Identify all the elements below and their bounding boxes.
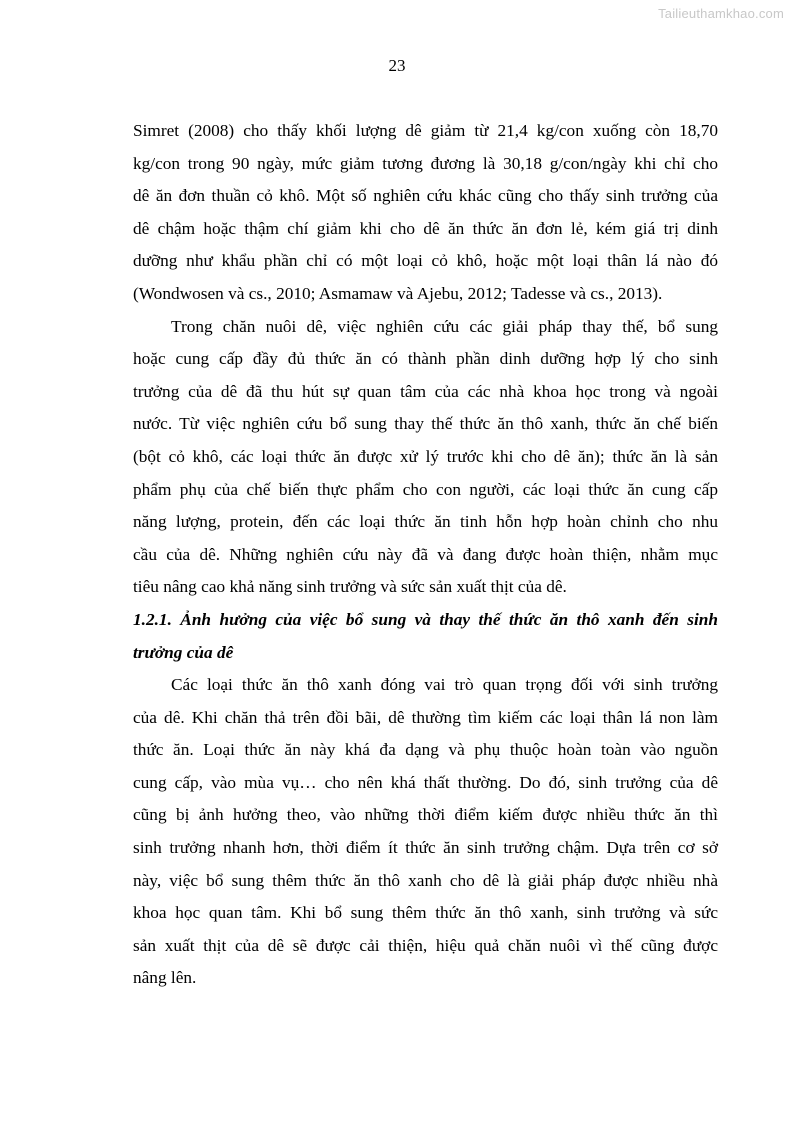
watermark: Tailieuthamkhao.com [658, 6, 784, 21]
text-line: khoa học quan tâm. Khi bổ sung thêm thức ăn thô xanh, sinh trưởng và sức [133, 903, 718, 923]
text-line: nâng lên. [133, 968, 197, 988]
text-line: sinh trưởng nhanh hơn, thời điểm ít thức ăn sinh trưởng chậm. Dựa trên cơ sở [133, 838, 718, 858]
text-line: năng lượng, protein, đến các loại thức ăn tinh hỗn hợp hoàn chỉnh cho nhu [133, 512, 718, 532]
paragraph-3 [133, 669, 718, 995]
document-body [133, 115, 718, 995]
text-line: của dê. Khi chăn thả trên đồi bãi, dê thường tìm kiếm các loại thân lá non làm [133, 707, 718, 727]
paragraph-1 [133, 115, 718, 311]
text-line: cũng bị ảnh hưởng theo, vào những thời điểm kiếm được nhiều thức ăn thì [133, 805, 718, 825]
text-line: thức ăn. Loại thức ăn này khá đa dạng và phụ thuộc hoàn toàn vào nguồn [133, 740, 718, 760]
text-line: dê chậm hoặc thậm chí giảm khi cho dê ăn thức ăn đơn lẻ, kém giá trị dinh [133, 218, 718, 238]
text-line: dưỡng như khẩu phần chỉ có một loại cỏ khô, hoặc một loại thân lá nào đó [133, 251, 718, 271]
text-line: trưởng của dê đã thu hút sự quan tâm của các nhà khoa học trong và ngoài [133, 381, 718, 401]
text-line: (Wondwosen và cs., 2010; Asmamaw và Ajebu, 2012; Tadesse và cs., 2013). [133, 283, 663, 303]
text-line: này, việc bổ sung thêm thức ăn thô xanh cho dê là giải pháp được nhiều nhà [133, 870, 718, 890]
text-line: Trong chăn nuôi dê, việc nghiên cứu các giải pháp thay thế, bổ sung [171, 316, 718, 336]
text-line: hoặc cung cấp đầy đủ thức ăn có thành phần dinh dưỡng hợp lý cho sinh [133, 349, 718, 369]
text-line: nước. Từ việc nghiên cứu bổ sung thay thế thức ăn thô xanh, thức ăn chế biến [133, 414, 718, 434]
heading-line: 1.2.1. Ảnh hưởng của việc bổ sung và thay thế thức ăn thô xanh đến sinh [133, 609, 718, 629]
text-line: Các loại thức ăn thô xanh đóng vai trò quan trọng đối với sinh trưởng [171, 675, 718, 695]
text-line: cung cấp, vào mùa vụ… cho nên khá thất thường. Do đó, sinh trưởng của dê [133, 772, 718, 792]
paragraph-2 [133, 311, 718, 604]
text-line: dê ăn đơn thuần cỏ khô. Một số nghiên cứu khác cũng cho thấy sinh trưởng của [133, 186, 718, 206]
text-line: sản xuất thịt của dê sẽ được cải thiện, hiệu quả chăn nuôi vì thế cũng được [133, 935, 718, 955]
text-line: kg/con trong 90 ngày, mức giảm tương đương là 30,18 g/con/ngày khi chỉ cho [133, 153, 718, 173]
text-line: phẩm phụ của chế biến thực phẩm cho con người, các loại thức ăn cung cấp [133, 479, 718, 499]
text-line: (bột cỏ khô, các loại thức ăn được xử lý trước khi cho dê ăn); thức ăn là sản [133, 446, 718, 466]
text-line: cầu của dê. Những nghiên cứu này đã và đang được hoàn thiện, nhằm mục [133, 544, 718, 564]
text-line: Simret (2008) cho thấy khối lượng dê giảm từ 21,4 kg/con xuống còn 18,70 [133, 121, 718, 140]
text-line: tiêu nâng cao khả năng sinh trưởng và sức sản xuất thịt của dê. [133, 577, 567, 597]
heading-line: trưởng của dê [133, 642, 234, 662]
page-number: 23 [388, 56, 406, 75]
section-heading [133, 604, 718, 669]
